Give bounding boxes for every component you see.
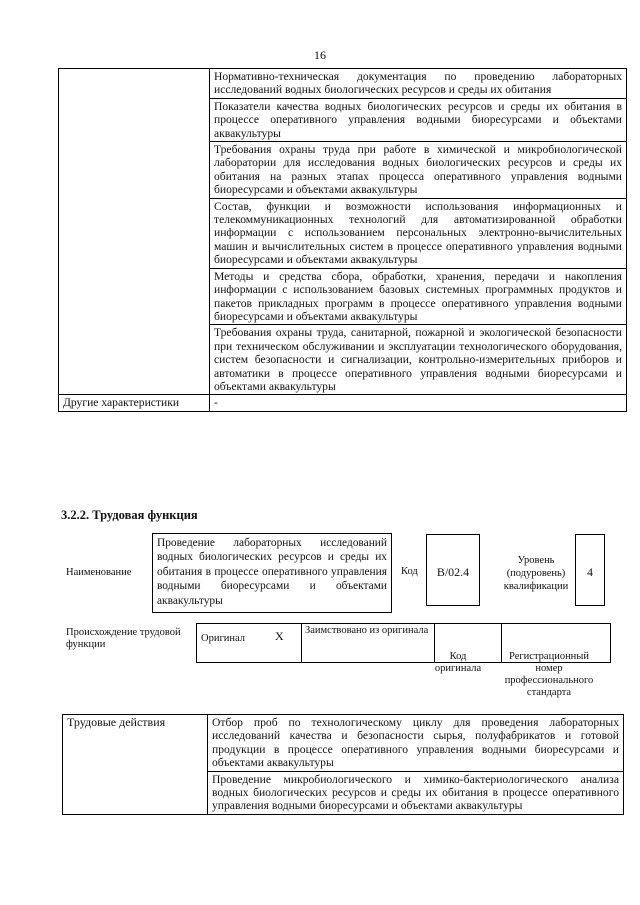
knowledge-item: Показатели качества водных биологических ресурсов и среды их обитания в процессе оперативного управления водными биоресурсами и объектами аквакультуры <box>210 98 627 141</box>
page-number: 16 <box>314 48 326 62</box>
table-row <box>59 69 627 99</box>
knowledge-item: Требования охраны труда при работе в химической и микробиологической лаборатории для исследования водных биологических ресурсов и среды их обитания на разных этапах процесса оперативного управления водными биоресурсами и объектами аквакультуры <box>210 142 627 199</box>
knowledge-item: Методы и средства сбора, обработки, хранения, передачи и накопления информации с использованием базовых системных программных продуктов и пакетов прикладных программ в процессе оперативного управления водными биоресурсами и объектами аквакультуры <box>210 268 627 325</box>
knowledge-item: Нормативно-техническая документация по проведению лабораторных исследований водных биологических ресурсов и среды их обитания <box>210 69 627 99</box>
table-row <box>59 395 627 411</box>
function-name-box: Проведение лабораторных исследований водных биологических ресурсов и среды их обитания в процессе оперативного управления водными биоресурсами и объектами аквакультуры <box>152 533 392 613</box>
knowledge-item: Требования охраны труда, санитарной, пожарной и экологической безопасности при техническом обслуживании и эксплуатации технологического оборудования, систем безопасности и сигнализации, контрольно-измерительных приборов и автоматики в процессе оперативного управления водными биоресурсами и объектами аквакультуры <box>210 325 627 395</box>
knowledge-item: Состав, функции и возможности использования информационных и телекоммуникационных технологий для автоматизированной обработки информации с использованием персональных электронно-вычислительных машин и вычислительных систем в процессе оперативного управления водными биоресурсами и объектами аквакультуры <box>210 198 627 268</box>
function-code-box: B/02.4 <box>426 534 480 606</box>
other-characteristics-label: Другие характеристики <box>59 395 210 411</box>
action-item: Отбор проб по технологическому циклу для проведения лабораторных исследований качества и безопасности сырья, полуфабрикатов и готовой продукции в процессе оперативного управления водными биоресурсами и объектами аквакультуры <box>208 715 624 772</box>
code-caption: Код оригинала <box>434 651 482 674</box>
section-title: 3.2.2. Трудовая функция <box>61 508 198 522</box>
borrowed-label: Заимствовано из оригинала <box>302 624 435 663</box>
actions-table <box>62 714 624 815</box>
action-item: Проведение микробиологического и химико-бактериологического анализа водных биологических ресурсов и среды их обитания в процессе оперативного управления водными биоресурсами и объектами аквакультуры <box>208 771 624 814</box>
table-row <box>63 715 624 772</box>
original-label: Оригинал <box>197 624 272 663</box>
level-label: Уровень (подуровень) квалификации <box>503 555 569 592</box>
actions-label: Трудовые действия <box>63 715 208 815</box>
origin-label: Происхождение трудовой функции <box>66 627 181 650</box>
registration-caption: Регистрационный номер профессионального стандарта <box>504 651 594 698</box>
code-label: Код <box>401 566 418 577</box>
original-mark: X <box>271 624 302 663</box>
knowledge-table <box>58 68 627 412</box>
knowledge-label-cell <box>59 69 210 395</box>
other-characteristics-value: - <box>210 395 627 411</box>
level-box: 4 <box>575 534 605 606</box>
name-label: Наименование <box>66 567 132 578</box>
